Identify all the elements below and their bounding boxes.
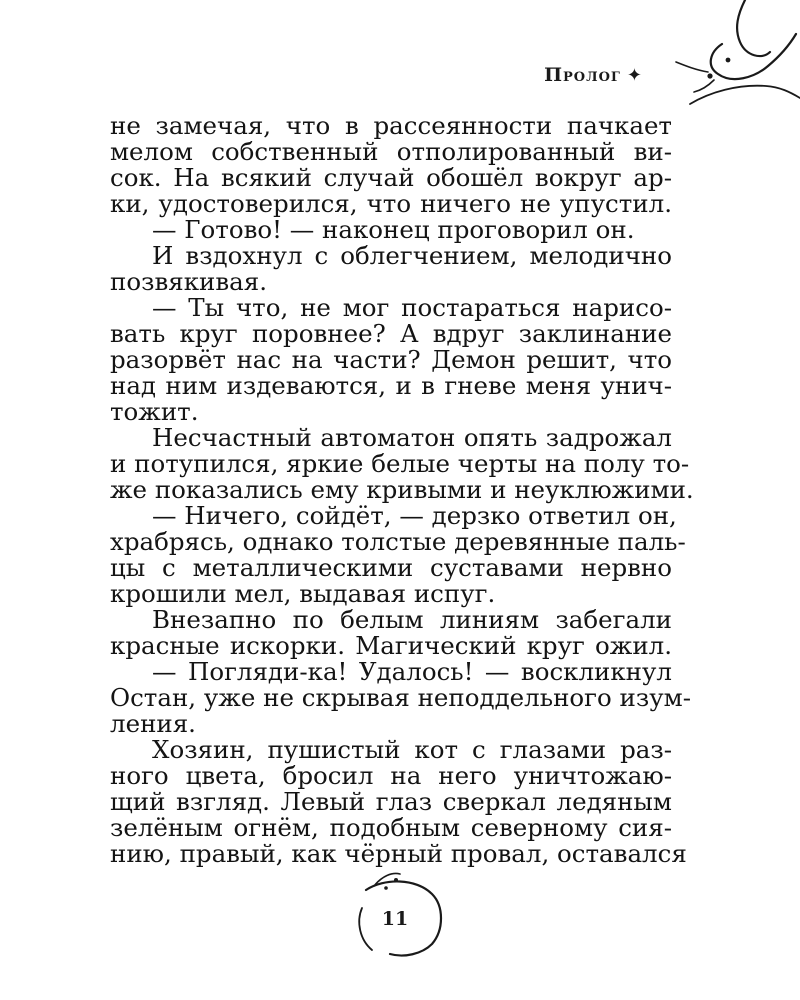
body-text (110, 111, 694, 868)
text-line: же показались ему кривыми и неуклюжими. (110, 475, 694, 504)
text-line: — Готово! — наконец проговорил он. (152, 215, 635, 244)
text-line: нию, правый, как чёрный провал, оставался (110, 839, 687, 868)
text-line: Остан, уже не скрывая неподдельного изум- (110, 683, 691, 712)
text-line: храбрясь, однако толстые деревянные паль- (110, 527, 686, 556)
text-line: крошили мел, выдавая испуг. (110, 579, 496, 608)
page-number: 11 (381, 908, 409, 930)
text-line: Хозяин, пушистый кот с глазами раз- (152, 735, 672, 764)
text-line: Внезапно по белым линиям забегали (152, 605, 672, 634)
text-line: вать круг поровнее? А вдруг заклинание (110, 319, 672, 348)
text-line: и потупился, яркие белые черты на полу то- (110, 449, 690, 478)
text-line: — Ты что, не мог постараться нарисо- (152, 293, 672, 322)
text-line: мелом собственный отполированный ви- (110, 137, 672, 166)
text-line: позвякивая. (110, 267, 267, 296)
running-head (544, 64, 642, 86)
text-line: цы с металлическими суставами нервно (110, 553, 672, 582)
text-line: зелёным огнём, подобным северному сия- (110, 813, 672, 842)
text-line: ки, удостоверился, что ничего не упустил. (110, 189, 672, 218)
page-number-ornament (340, 868, 450, 968)
text-line: — Погляди-ка! Удалось! — воскликнул (152, 657, 672, 686)
corner-flourish-ornament (650, 0, 800, 110)
text-line: ного цвета, бросил на него уничтожаю- (110, 761, 672, 790)
text-line: сок. На всякий случай обошёл вокруг ар- (110, 163, 672, 192)
running-head-title: Пролог (544, 64, 621, 86)
star-ornament-icon: ✦ (626, 64, 642, 86)
text-line: И вздохнул с облегчением, мелодично (152, 241, 672, 270)
text-line: ления. (110, 709, 196, 738)
text-line: щий взгляд. Левый глаз сверкал ледяным (110, 787, 672, 816)
text-line: красные искорки. Магический круг ожил. (110, 631, 672, 660)
text-line: — Ничего, сойдёт, — дерзко ответил он, (152, 501, 677, 530)
text-line: над ним издеваются, и в гневе меня унич- (110, 371, 672, 400)
text-line: не замечая, что в рассеянности пачкает (110, 111, 672, 140)
text-line: разорвёт нас на части? Демон решит, что (110, 345, 672, 374)
text-line: Несчастный автоматон опять задрожал (152, 423, 672, 452)
text-line: тожит. (110, 397, 199, 426)
